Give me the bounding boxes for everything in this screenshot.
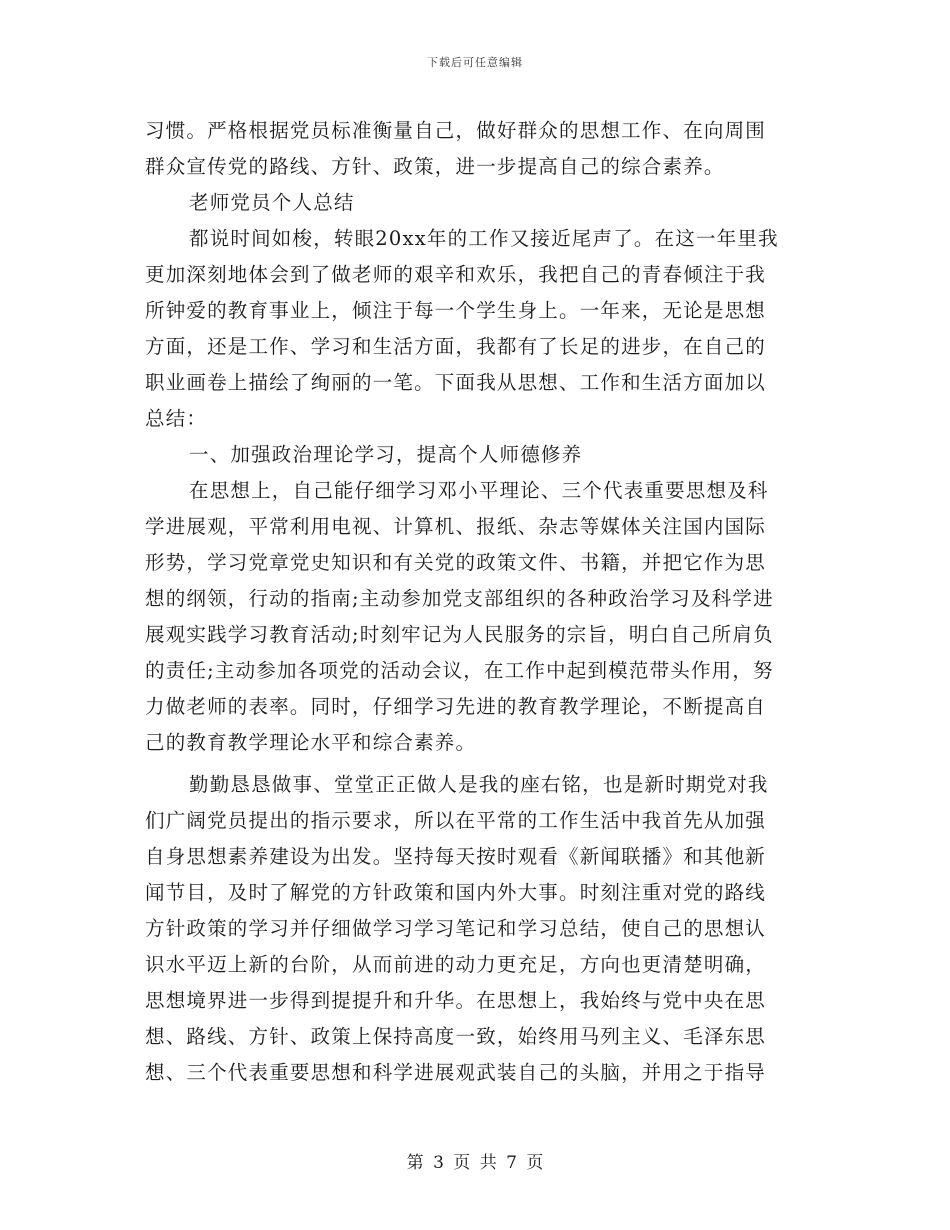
text-line: 老师党员个人总结 xyxy=(189,191,355,214)
text-line: 的责任;主动参加各项党的活动会议，在工作中起到模范带头作用，努 xyxy=(145,659,774,682)
text-line: 总结： xyxy=(145,407,208,430)
text-line: 勤勤恳恳做事、堂堂正正做人是我的座右铭，也是新时期党对我 xyxy=(189,773,769,796)
text-line: 方针政策的学习并仔细做学习学习笔记和学习总结，使自己的思想认 xyxy=(145,917,767,940)
text-line: 更加深刻地体会到了做老师的艰辛和欢乐，我把自己的青春倾注于我 xyxy=(145,263,767,286)
text-line: 方面，还是工作、学习和生活方面，我都有了长足的进步，在自己的 xyxy=(145,335,767,358)
text-line: 习惯。严格根据党员标准衡量自己，做好群众的思想工作、在向周围 xyxy=(145,119,767,142)
text-line: 力做老师的表率。同时，仔细学习先进的教育教学理论，不断提高自 xyxy=(145,695,767,718)
text-line: 思想境界进一步得到提提升和升华。在思想上，我始终与党中央在思 xyxy=(145,989,767,1012)
text-line: 展观实践学习教育活动;时刻牢记为人民服务的宗旨，明白自己所肩负 xyxy=(145,623,774,646)
text-line: 想的纲领，行动的指南;主动参加党支部组织的各种政治学习及科学进 xyxy=(145,587,774,610)
text-line: 闻节目，及时了解党的方针政策和国内外大事。时刻注重对党的路线 xyxy=(145,881,767,904)
text-line: 在思想上，自己能仔细学习邓小平理论、三个代表重要思想及科 xyxy=(189,479,769,502)
page-number: 第 3 页 共 7 页 xyxy=(406,1153,544,1173)
text-line: 群众宣传党的路线、方针、政策，进一步提高自己的综合素养。 xyxy=(145,155,725,178)
text-line: 形势，学习党章党史知识和有关党的政策文件、书籍，并把它作为思 xyxy=(145,551,767,574)
text-line: 职业画卷上描绘了绚丽的一笔。下面我从思想、工作和生活方面加以 xyxy=(145,371,767,394)
text-line: 们广阔党员提出的指示要求，所以在平常的工作生活中我首先从加强 xyxy=(145,809,767,832)
text-line: 己的教育教学理论水平和综合素养。 xyxy=(145,731,477,754)
text-line: 都说时间如梭，转眼20xx年的工作又接近尾声了。在这一年里我 xyxy=(189,227,779,250)
text-line: 一、加强政治理论学习，提高个人师德修养 xyxy=(189,443,583,466)
text-line: 学进展观，平常利用电视、计算机、报纸、杂志等媒体关注国内国际 xyxy=(145,515,767,538)
page-header: 下载后可任意编辑 xyxy=(427,56,523,69)
text-line: 想、路线、方针、政策上保持高度一致，始终用马列主义、毛泽东思 xyxy=(145,1025,767,1048)
text-line: 自身思想素养建设为出发。坚持每天按时观看《新闻联播》和其他新 xyxy=(145,845,767,868)
text-line: 识水平迈上新的台阶，从而前进的动力更充足，方向也更清楚明确， xyxy=(145,953,767,976)
text-line: 想、三个代表重要思想和科学进展观武装自己的头脑，并用之于指导 xyxy=(145,1061,767,1084)
document-body xyxy=(145,113,805,1091)
text-line: 所钟爱的教育事业上，倾注于每一个学生身上。一年来，无论是思想 xyxy=(145,299,767,322)
